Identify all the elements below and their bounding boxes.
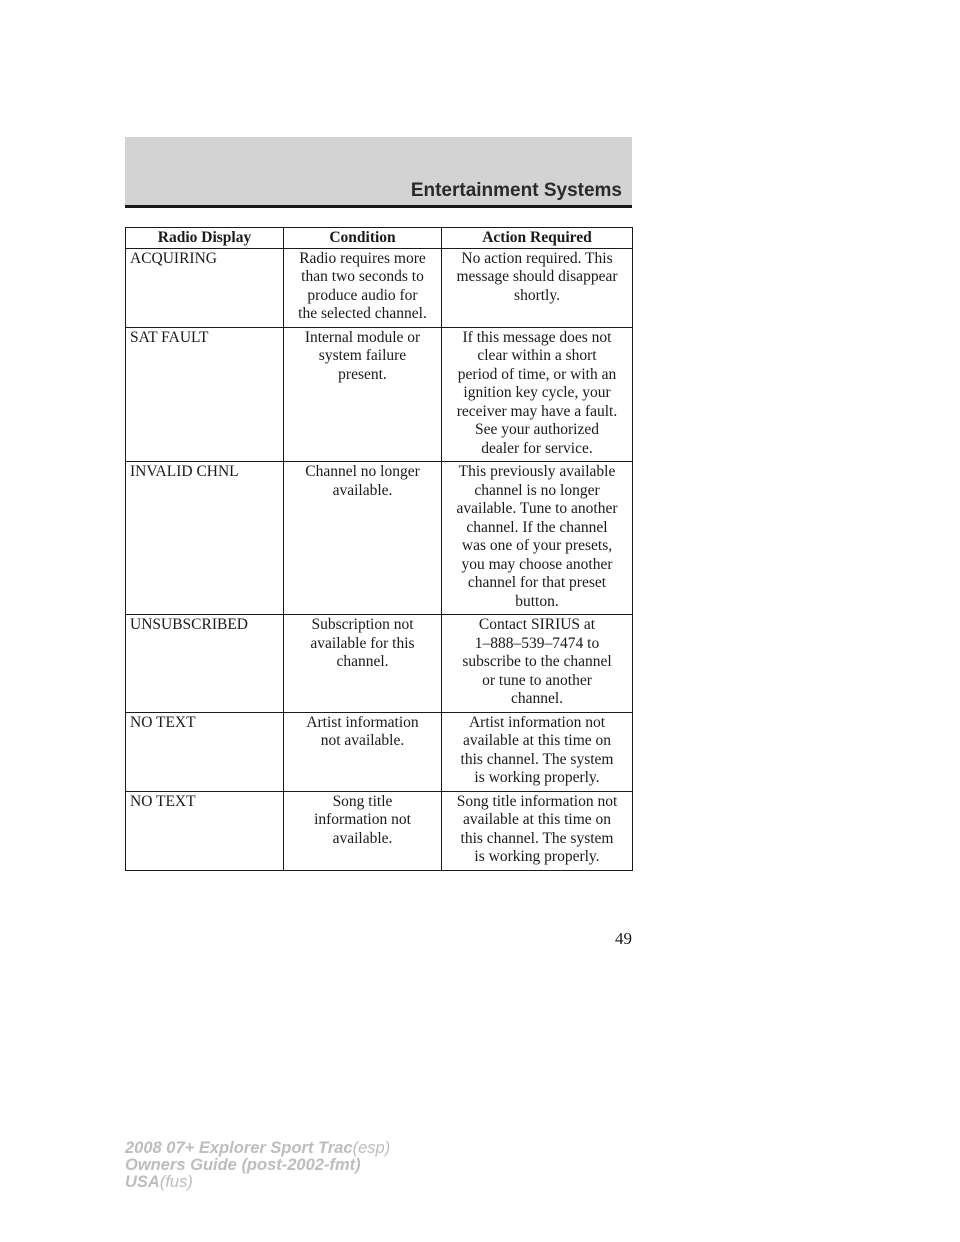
cell-line: shortly.	[514, 286, 560, 304]
cell-line: available at this time on	[462, 732, 612, 749]
cell-line: dealer for service.	[481, 439, 593, 457]
document-footer	[125, 1140, 390, 1191]
cell-condition	[284, 248, 442, 327]
cell-line: information not	[314, 811, 411, 828]
cell-line: is working properly.	[474, 769, 600, 786]
cell-line: available at this time on	[462, 811, 612, 828]
column-header-radio-display: Radio Display	[126, 228, 284, 249]
footer-model: 2008 07+ Explorer Sport Trac	[125, 1139, 353, 1157]
cell-line: 1–888–539–7474 to	[474, 634, 600, 652]
table-header-row	[126, 228, 633, 249]
section-header-band	[125, 137, 632, 205]
column-header-condition: Condition	[284, 228, 442, 249]
table-body	[126, 248, 633, 870]
cell-condition	[284, 327, 442, 462]
cell-radio-display: UNSUBSCRIBED	[126, 615, 284, 713]
table-row	[126, 462, 633, 615]
footer-line-model	[125, 1140, 390, 1157]
cell-action-required	[442, 462, 633, 615]
cell-line: receiver may have a fault.	[456, 402, 618, 420]
cell-line: Artist information not	[468, 713, 606, 731]
cell-line: Internal module or	[304, 328, 421, 346]
cell-line: system failure	[318, 347, 407, 364]
cell-line: Channel no longer	[305, 463, 420, 480]
footer-line-guide	[125, 1157, 390, 1174]
cell-line: available. Tune to another	[456, 500, 618, 517]
cell-line: not available.	[320, 732, 405, 749]
column-header-action-required: Action Required	[442, 228, 633, 249]
cell-line: clear within a short	[477, 347, 597, 364]
cell-line: Radio requires more	[299, 249, 426, 267]
cell-condition	[284, 462, 442, 615]
cell-line: channel.	[336, 653, 389, 670]
cell-line: this channel. The system	[460, 750, 614, 768]
footer-market-code: (fus)	[159, 1173, 193, 1191]
table-row	[126, 791, 633, 870]
cell-line: than two seconds to	[301, 268, 424, 285]
radio-display-table	[125, 227, 633, 871]
footer-market: USA	[125, 1173, 160, 1191]
footer-guide: Owners Guide (post-2002-fmt)	[125, 1156, 361, 1174]
footer-line-market	[125, 1174, 390, 1191]
header-divider	[125, 205, 632, 208]
table-row	[126, 248, 633, 327]
cell-line: Artist information	[306, 713, 419, 731]
section-title: Entertainment Systems	[410, 180, 622, 201]
cell-radio-display: ACQUIRING	[126, 248, 284, 327]
cell-line: Song title	[332, 792, 393, 810]
cell-line: See your authorized	[475, 421, 599, 438]
cell-action-required	[442, 248, 633, 327]
cell-line: channel.	[510, 690, 564, 707]
table-row	[126, 327, 633, 462]
cell-radio-display: SAT FAULT	[126, 327, 284, 462]
cell-condition	[284, 712, 442, 791]
footer-model-code: (esp)	[352, 1139, 391, 1157]
cell-line: was one of your presets,	[461, 537, 613, 554]
cell-radio-display: INVALID CHNL	[126, 462, 284, 615]
cell-line: channel for that preset	[467, 574, 607, 591]
cell-line: or tune to another	[482, 671, 592, 689]
cell-line: present.	[338, 365, 387, 383]
cell-line: available.	[332, 481, 393, 499]
cell-line: available.	[332, 829, 393, 847]
cell-line: is working properly.	[474, 848, 600, 865]
cell-line: If this message does not	[462, 328, 612, 346]
cell-action-required	[442, 327, 633, 462]
cell-line: Contact SIRIUS at	[478, 616, 596, 633]
cell-radio-display: NO TEXT	[126, 791, 284, 870]
cell-condition	[284, 615, 442, 713]
cell-line: available for this	[310, 634, 415, 652]
page-number: 49	[615, 929, 632, 948]
cell-line: ignition key cycle, your	[463, 384, 611, 401]
cell-line: Subscription not	[311, 616, 414, 633]
cell-line: message should disappear	[456, 268, 618, 285]
table-row	[126, 615, 633, 713]
cell-line: the selected channel.	[298, 305, 427, 322]
cell-line: you may choose another	[461, 555, 613, 573]
cell-line: this channel. The system	[460, 829, 614, 847]
cell-line: subscribe to the channel	[462, 653, 612, 670]
cell-line: produce audio for	[307, 286, 418, 304]
cell-line: channel is no longer	[474, 481, 600, 499]
cell-line: period of time, or with an	[457, 365, 617, 383]
cell-line: button.	[515, 592, 559, 610]
table-row	[126, 712, 633, 791]
cell-action-required	[442, 791, 633, 870]
cell-line: channel. If the channel	[466, 518, 608, 536]
cell-line: No action required. This	[461, 249, 613, 267]
cell-line: Song title information not	[456, 792, 618, 810]
cell-action-required	[442, 615, 633, 713]
cell-action-required	[442, 712, 633, 791]
cell-radio-display: NO TEXT	[126, 712, 284, 791]
cell-condition	[284, 791, 442, 870]
cell-line: This previously available	[458, 463, 616, 480]
